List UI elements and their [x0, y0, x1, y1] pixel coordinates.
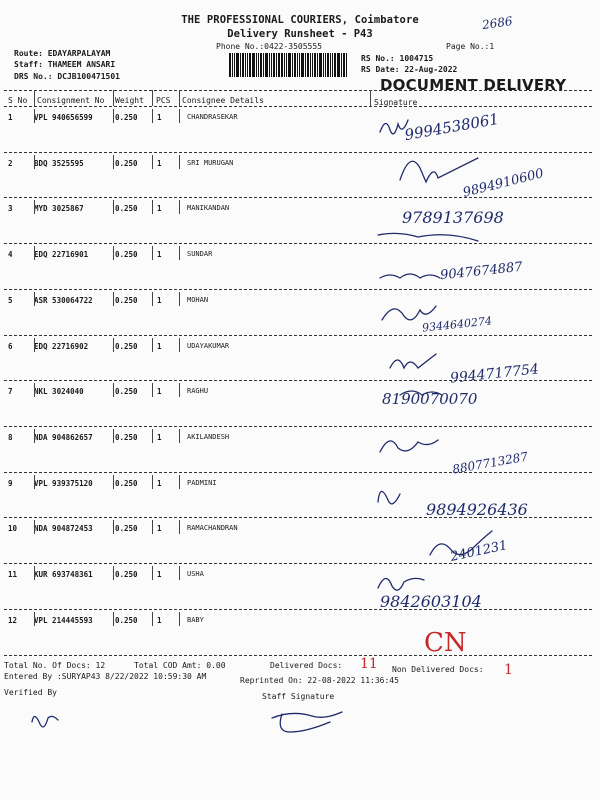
- barcode-bar: [341, 53, 342, 77]
- row-weight: 0.250: [115, 113, 138, 122]
- row-sno: 2: [8, 158, 13, 168]
- row-sno: 6: [8, 341, 13, 351]
- row-pcs: 1: [157, 570, 162, 579]
- row-weight: 0.250: [115, 570, 138, 579]
- barcode-bar: [343, 53, 345, 77]
- row-consignment: EDQ 22716901: [34, 250, 89, 260]
- barcode: [229, 53, 355, 77]
- barcode-bar: [249, 53, 251, 77]
- row-sno: 7: [8, 387, 13, 397]
- row-pcs: 1: [157, 387, 162, 397]
- cell-divider: [34, 200, 35, 214]
- signature-phone: 9344640274: [421, 314, 493, 335]
- row-consignee: CHANDRASEKAR: [187, 113, 238, 121]
- cell-divider: [34, 612, 35, 626]
- barcode-bar: [319, 53, 322, 77]
- row-pcs: 1: [157, 250, 162, 260]
- signature-cn-mark: CN: [424, 628, 467, 658]
- cell-divider: [179, 383, 180, 397]
- cell-divider: [179, 475, 180, 489]
- row-consignee: MANIKANDAN: [187, 204, 230, 213]
- row-consignment: KUR 693748361: [34, 570, 93, 579]
- barcode-bar: [232, 53, 233, 77]
- row-pcs: 1: [157, 478, 162, 488]
- barcode-bar: [292, 53, 293, 77]
- barcode-bar: [346, 53, 347, 77]
- row-weight: 0.250: [115, 295, 138, 305]
- signature-phone: 8807713287: [451, 449, 529, 477]
- row-sno: 3: [8, 204, 13, 214]
- total-docs: Total No. Of Docs: 12: [4, 661, 106, 670]
- row-pcs: 1: [157, 295, 162, 305]
- barcode-bar: [334, 53, 336, 77]
- document-delivery-stamp: DOCUMENT DELIVERY: [380, 76, 567, 94]
- cell-divider: [152, 475, 153, 489]
- row-consignment: NKL 3024040: [34, 387, 84, 397]
- row-consignment: MYD 3025867: [34, 204, 84, 214]
- barcode-bar: [312, 53, 313, 77]
- row-sno: 11: [8, 570, 18, 579]
- row-pcs: 1: [157, 432, 162, 442]
- col-header-signature: Signature: [374, 98, 418, 107]
- cell-divider: [34, 475, 35, 489]
- staff-signature: [272, 712, 342, 732]
- barcode-bar: [286, 53, 287, 77]
- barcode-bar: [323, 53, 324, 77]
- verified-signature: [32, 716, 58, 727]
- row-weight: 0.250: [115, 387, 138, 397]
- barcode-bar: [236, 53, 239, 77]
- row-pcs: 1: [157, 341, 162, 351]
- col-divider: [34, 90, 35, 106]
- cell-divider: [152, 246, 153, 260]
- barcode-bar: [332, 53, 333, 77]
- cell-divider: [34, 155, 35, 169]
- cell-divider: [113, 246, 114, 260]
- row-pcs: 1: [157, 113, 162, 122]
- cell-divider: [113, 338, 114, 352]
- staff-name: Staff: THAMEEM ANSARI: [14, 60, 116, 69]
- row-weight: 0.250: [115, 478, 138, 488]
- cell-divider: [113, 566, 114, 580]
- barcode-bar: [263, 53, 264, 77]
- barcode-bar: [307, 53, 309, 77]
- company-title: THE PROFESSIONAL COURIERS, Coimbatore: [181, 14, 419, 26]
- cell-divider: [152, 200, 153, 214]
- row-consignee: PADMINI: [187, 478, 217, 487]
- barcode-bar: [284, 53, 285, 77]
- col-header-weight: Weight: [115, 96, 144, 105]
- staff-signature-label: Staff Signature: [262, 692, 335, 701]
- row-sno: 4: [8, 250, 13, 260]
- signature-mark: [400, 158, 478, 182]
- barcode-bar: [273, 53, 275, 77]
- row-consignee: RAGHU: [187, 387, 209, 396]
- cell-divider: [179, 566, 180, 580]
- row-consignment: BDQ 3525595: [34, 158, 84, 168]
- cell-divider: [179, 109, 180, 123]
- signature-mark: [390, 354, 436, 368]
- barcode-bar: [265, 53, 268, 77]
- cell-divider: [113, 200, 114, 214]
- cell-divider: [113, 155, 114, 169]
- row-consignment: VPL 214445593: [34, 615, 93, 625]
- table-top-rule: [4, 90, 592, 91]
- row-pcs: 1: [157, 204, 162, 214]
- barcode-bar: [229, 53, 231, 77]
- barcode-bar: [240, 53, 241, 77]
- barcode-bar: [299, 53, 300, 77]
- row-sno: 9: [8, 478, 13, 488]
- barcode-bar: [305, 53, 306, 77]
- row-consignment: NDA 904862657: [34, 432, 93, 442]
- non-delivered-label: Non Delivered Docs:: [392, 665, 484, 674]
- route: Route: EDAYARPALAYAM: [14, 49, 111, 58]
- row-weight: 0.250: [115, 204, 138, 214]
- row-consignment: ASR 530064722: [34, 295, 93, 305]
- barcode-bar: [288, 53, 291, 77]
- row-sno: 1: [8, 113, 13, 122]
- reprinted-on: Reprinted On: 22-08-2022 11:36:45: [240, 676, 399, 685]
- cell-divider: [152, 109, 153, 123]
- cell-divider: [113, 612, 114, 626]
- cell-divider: [34, 246, 35, 260]
- row-consignment: VPL 939375120: [34, 478, 93, 488]
- cell-divider: [152, 429, 153, 443]
- row-consignee: RAMACHANDRAN: [187, 524, 238, 533]
- barcode-bar: [337, 53, 340, 77]
- drs-number: DRS No.: DCJB100471501: [14, 72, 120, 81]
- cell-divider: [152, 155, 153, 169]
- barcode-bar: [258, 53, 259, 77]
- barcode-bar: [330, 53, 331, 77]
- row-consignee: SUNDAR: [187, 250, 213, 259]
- barcode-bar: [247, 53, 248, 77]
- row-weight: 0.250: [115, 341, 138, 351]
- footer-signatures: [20, 700, 360, 740]
- cell-divider: [113, 520, 114, 534]
- cell-divider: [34, 292, 35, 306]
- row-consignment: NDA 904872453: [34, 524, 93, 534]
- cell-divider: [113, 109, 114, 123]
- cell-divider: [152, 520, 153, 534]
- barcode-bar: [276, 53, 277, 77]
- barcode-bar: [327, 53, 329, 77]
- table-header-rule: [4, 106, 592, 107]
- barcode-bar: [281, 53, 283, 77]
- cell-divider: [113, 292, 114, 306]
- cell-divider: [179, 612, 180, 626]
- phone-number: Phone No.:0422-3505555: [216, 42, 322, 51]
- barcode-bar: [269, 53, 270, 77]
- col-divider: [113, 90, 114, 106]
- row-sno: 12: [8, 615, 18, 625]
- signature-phone: 9047674887: [439, 259, 524, 284]
- signature-mark: [378, 233, 478, 241]
- cell-divider: [34, 520, 35, 534]
- cell-divider: [179, 429, 180, 443]
- col-divider: [370, 90, 371, 106]
- cell-divider: [34, 566, 35, 580]
- cell-divider: [152, 292, 153, 306]
- row-consignee: BABY: [187, 615, 204, 624]
- total-cod: Total COD Amt: 0.00: [134, 661, 226, 670]
- row-pcs: 1: [157, 158, 162, 168]
- signature-mark: [378, 578, 424, 590]
- row-weight: 0.250: [115, 158, 138, 168]
- barcode-bar: [297, 53, 298, 77]
- cell-divider: [179, 520, 180, 534]
- signature-mark: [378, 491, 400, 503]
- row-consignee: SRI MURUGAN: [187, 158, 234, 167]
- col-header-consignment: Consignment No: [37, 96, 105, 105]
- cell-divider: [152, 612, 153, 626]
- row-sno: 8: [8, 432, 13, 442]
- signature-phone: 9944717754: [449, 361, 540, 387]
- cell-divider: [179, 246, 180, 260]
- rs-number: RS No.: 1004715: [361, 54, 434, 63]
- row-consignee: USHA: [187, 570, 204, 578]
- barcode-bar: [317, 53, 318, 77]
- signature-phone: 8190070070: [382, 390, 478, 408]
- signature-phone: 9994538061: [403, 109, 501, 145]
- entered-by: Entered By :SURYAP43 8/22/2022 10:59:30 AM: [4, 672, 207, 681]
- cell-divider: [179, 200, 180, 214]
- barcode-bar: [314, 53, 316, 77]
- row-sno: 10: [8, 524, 18, 534]
- barcode-bar: [260, 53, 262, 77]
- col-header-consignee: Consignee Details: [182, 96, 264, 105]
- row-sno: 5: [8, 295, 13, 305]
- signature-mark: [380, 440, 438, 452]
- non-delivered-value: 1: [504, 662, 513, 678]
- col-header-pcs: PCS: [156, 96, 171, 105]
- barcode-bar: [245, 53, 246, 77]
- col-divider: [152, 90, 153, 106]
- cell-divider: [152, 566, 153, 580]
- barcode-bar: [256, 53, 257, 77]
- signature-phone: 9842603104: [380, 592, 482, 611]
- barcode-bar: [310, 53, 311, 77]
- cell-divider: [113, 475, 114, 489]
- handwritten-number: 2686: [481, 13, 514, 33]
- cell-divider: [152, 338, 153, 352]
- delivered-docs-value: 11: [360, 656, 378, 672]
- row-consignee: AKILANDESH: [187, 432, 230, 441]
- row-weight: 0.250: [115, 524, 138, 534]
- barcode-bar: [234, 53, 235, 77]
- row-pcs: 1: [157, 524, 162, 534]
- cell-divider: [34, 383, 35, 397]
- row-weight: 0.250: [115, 615, 138, 625]
- barcode-bar: [301, 53, 304, 77]
- cell-divider: [179, 292, 180, 306]
- cell-divider: [113, 383, 114, 397]
- row-consignee: UDAYAKUMAR: [187, 341, 230, 350]
- row-consignment: EDQ 22716902: [34, 341, 89, 351]
- page-number: Page No.:1: [446, 42, 495, 51]
- cell-divider: [113, 429, 114, 443]
- barcode-bar: [278, 53, 280, 77]
- row-pcs: 1: [157, 615, 162, 625]
- barcode-bar: [294, 53, 296, 77]
- cell-divider: [34, 429, 35, 443]
- runsheet-title: Delivery Runsheet - P43: [227, 28, 373, 40]
- signature-phone: 9894910600: [461, 166, 546, 201]
- signature-mark: [382, 306, 436, 320]
- rs-date: RS Date: 22-Aug-2022: [361, 65, 458, 74]
- table-bottom-rule: [4, 655, 592, 656]
- barcode-bar: [325, 53, 326, 77]
- delivered-docs-label: Delivered Docs:: [270, 661, 343, 670]
- row-weight: 0.250: [115, 432, 138, 442]
- cell-divider: [34, 109, 35, 123]
- col-divider: [179, 90, 180, 106]
- row-consignment: VPL 940656599: [34, 113, 93, 122]
- cell-divider: [152, 383, 153, 397]
- signature-phone: 9894926436: [426, 500, 528, 519]
- cell-divider: [179, 155, 180, 169]
- barcode-bar: [242, 53, 244, 77]
- barcode-bar: [271, 53, 272, 77]
- verified-by: Verified By: [4, 688, 57, 697]
- signature-phone: 9789137698: [402, 208, 504, 227]
- row-consignee: MOHAN: [187, 295, 209, 304]
- barcode-bar: [252, 53, 255, 77]
- signature-mark: [380, 274, 440, 278]
- row-weight: 0.250: [115, 250, 138, 260]
- cell-divider: [179, 338, 180, 352]
- col-header-sno: S No: [8, 96, 28, 105]
- signature-phone: 2401231: [449, 538, 509, 565]
- cell-divider: [34, 338, 35, 352]
